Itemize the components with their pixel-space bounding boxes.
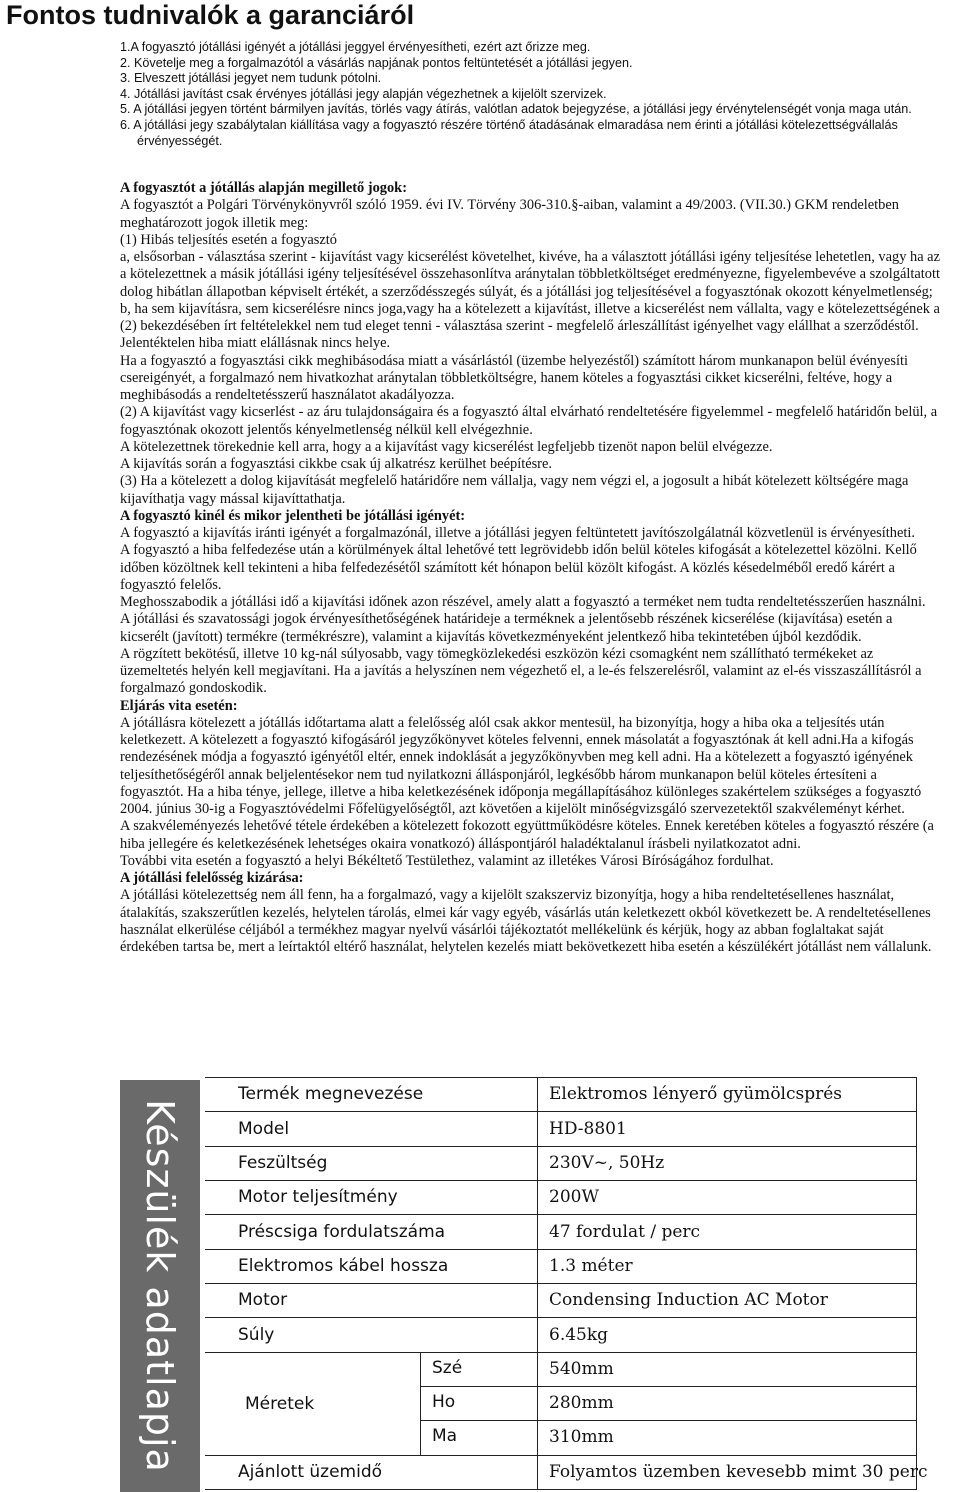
- spec-label: Méretek: [245, 1394, 315, 1414]
- paragraph: Ha a fogyasztó a fogyasztási cikk meghibásodása miatt a vásárlástól (üzembe helyezéstől) számított három munkanapon belül évényesíti csereigényét, a forgalmazó nem hivatkozhat aránytalan többletköltségre, hanem köteles a fogyasztási cikket kicserélni, feltéve, hogy a meghibásodás a rendeltetésszerű használatot akadályozza.: [120, 352, 909, 403]
- column-divider: [916, 1077, 917, 1490]
- section-heading: A fogyasztót a jótállás alapján megillető jogok:: [120, 180, 407, 196]
- spec-value: 6.45kg: [549, 1325, 609, 1345]
- dimension-label: Ma: [432, 1426, 458, 1446]
- row-divider: [205, 1180, 916, 1181]
- paragraph: (2) A kijavítást vagy kicserlést - az áru tulajdonságaira és a fogyasztó által elvárható rendeltetésére figyelemmel - megfelelő határidőn belül, a fogyasztónak okozott jelentős kényelmetlenség nélkül kell elvégezhnie.: [120, 404, 938, 438]
- spec-label: Ajánlott üzemidő: [238, 1462, 383, 1482]
- list-item: 4. Jótállási javítást csak érvényes jótállási jegy alapján végezhetnek a kijelölt szervizek.: [120, 86, 607, 101]
- row-divider: [205, 1455, 916, 1456]
- paragraph: A szakvéleményezés lehetővé tétele érdekében a kötelezett fokozott együttműködésre köteles. Ennek keretében köteles a fogyasztó részére (a hiba jellegére és keletkezésének lehetséges okaira vonatkozó) álláspontjáról haladéktalanul írásbeli nyilatkozatot adni.: [120, 818, 934, 852]
- spec-label: Súly: [238, 1325, 275, 1345]
- dimension-label: Ho: [432, 1392, 456, 1412]
- spec-label: Model: [238, 1119, 290, 1139]
- paragraph: A kijavítás során a fogyasztási cikkbe csak új alkatrész kerülhet beépítésre.: [120, 456, 552, 472]
- paragraph: A rögzített bekötésű, illetve 10 kg-nál súlyosabb, vagy tömegközlekedési eszközön kézi csomagként nem szállítható termékeket az üzemeltetés helyén kell megjavítani. Ha a javítás a helyszínen nem végezhető el, a le-és felszerelésről, valamint az el-és visszaszállításról a forgalmazó gondoskodik.: [120, 645, 922, 697]
- paragraph: További vita esetén a fogyasztó a helyi Békéltető Testülethez, valamint az illetékes Városi Bíróságához fordulhat.: [120, 852, 774, 869]
- spec-value: 200W: [549, 1187, 599, 1207]
- spec-value: Condensing Induction AC Motor: [549, 1290, 828, 1310]
- page-title: Fontos tudnivalók a garanciáról: [6, 0, 415, 30]
- spec-label: Elektromos kábel hossza: [238, 1256, 449, 1276]
- row-divider: [205, 1077, 916, 1078]
- spec-label: Feszültség: [238, 1153, 328, 1173]
- paragraph: A kötelezettnek törekednie kell arra, hogy a a kijavítást vagy kicserélést legfeljebb tizenöt napon belül elvégezze.: [120, 438, 773, 455]
- paragraph: A fogyasztót a Polgári Törvénykönyvről szóló 1959. évi IV. Törvény 306-310.§-aiban, valamint a 49/2003. (VII.30.) GKM rendeletben meghatározott jogok illetik meg:: [120, 197, 899, 231]
- list-item: 3. Elveszett jótállási jegyet nem tudunk pótolni.: [120, 71, 382, 86]
- row-divider: [421, 1386, 916, 1387]
- section-heading: A jótállási felelősség kizárása:: [120, 870, 304, 886]
- paragraph: A fogyasztó a kijavítás iránti igényét a forgalmazónál, illetve a jótállási jegyen feltüntetett javítószolgálatnál közvetlenül is érvényesítheti.: [120, 525, 915, 541]
- paragraph: A fogyasztó a hiba felfedezése után a körülmények által lehetővé tett legrövidebb időn belül köteles kifogását a kötelezettel közölni. Kellő időben közöltnek kell tekinteni a hiba felfedezésétől számított két hónapon belül közölt kifogást. A közlés késedelméből eredő kárért a fogyasztó felelős.: [120, 542, 917, 593]
- paragraph: (1) Hibás teljesítés esetén a fogyasztó: [120, 231, 337, 248]
- spec-value: HD-8801: [549, 1119, 627, 1139]
- dimension-value: 310mm: [549, 1427, 614, 1447]
- warranty-body-text: [120, 180, 940, 956]
- row-divider: [205, 1146, 916, 1147]
- spec-value: Elektromos lényerő gyümölcsprés: [549, 1084, 843, 1104]
- dimension-value: 280mm: [549, 1393, 614, 1413]
- spec-value: 1.3 méter: [549, 1256, 633, 1276]
- row-divider: [205, 1489, 916, 1490]
- paragraph: A jótállási kötelezettség nem áll fenn, ha a forgalmazó, vagy a kijelölt szakszerviz bizonyítja, hogy a hiba rendeltetésellenes használat, átalakítás, szakszerűtlen kezelés, helytelen tárolás, elmei kár vagy egyéb, vásárlás után keletkezett okból következett be. A rendeltetésellenes használat elkerülése céljából a termékhez magyar nyelvű vásárlói tájékoztatót mellékelünk és kérjük, hogy az abban foglaltakat saját érdekében tartsa be, mert a leírtaktól eltérő használat, helytelen kezelés miatt bekövetkezett hiba esetén a készülékért jótállást nem vállalunk.: [120, 887, 932, 955]
- paragraph: a, elsősorban - választása szerint - kijavítást vagy kicserélést követelhet, kivéve, ha a választott jótállási igény teljesítése lehetetlen, vagy ha az a kötelezettnek a másik jótállási igény teljesítésével összehasonlítva aránytalan többletköltséget eredményezne, figyelembevéve a szolgáltatott dolog hibátlan állapotban képviselt értékét, a szerződésszegés súlyát, és a jótállási jog teljesítésével a fogyasztónak okozott kényelmetlenség;: [120, 249, 940, 300]
- spec-sidebar: [120, 1080, 200, 1492]
- paragraph: A jótállási és szavatossági jogok érvényesíthetőségének határideje a terméknek a jelentősebb részének kicserélése (kijavítása) esetén a kicserélt (javított) termékre (termékrészre), valamint a kijavítás következményeként jelentkező hiba tekintetében újból kezdődik.: [120, 611, 893, 645]
- spec-value: 47 fordulat / perc: [549, 1222, 701, 1242]
- spec-label: Préscsiga fordulatszáma: [238, 1222, 446, 1242]
- dimension-value: 540mm: [549, 1359, 614, 1379]
- row-divider: [421, 1420, 916, 1421]
- spec-label: Motor: [238, 1290, 288, 1310]
- spec-value: 230V~, 50Hz: [549, 1153, 665, 1173]
- paragraph: A jótállásra kötelezett a jótállás időtartama alatt a felelősség alól csak akkor mentesül, ha bizonyítja, hogy a hiba oka a teljesítés után keletkezett. A kötelezett a fogyasztó kifogásáról jegyzőkönyvet köteles felvenni, ennek másolatát a fogyasztónak át kell adni.Ha a kifogás rendezésének módja a fogyasztó igényétől eltér, ennek indoklását a jegyzőkönyvben meg kell adni. Ha a kötelezett a fogyasztó igényének teljesíthetőségéről annak beljelentésekor nem tud nyilatkozni állásponjáról, legkésőbb három munkanapon belül köteles értesíteni a fogyasztót. Ha a hiba ténye, jellege, illetve a hiba keletkezésének időponja megállapításához különleges szakértelem szükséges a fogyasztó 2004. június 30-ig a Fogyasztóvédelmi Főfelügyelőségtől, azt követően a kijelölt minőségvizsgáló szervezetektől szakvéleményt kérhet.: [120, 714, 922, 817]
- spec-label: Termék megnevezése: [238, 1084, 424, 1104]
- row-divider: [205, 1249, 916, 1250]
- paragraph: Meghosszabodik a jótállási idő a kijavítási időnek azon részével, amely alatt a fogyasztó a terméket nem tudta rendeltetésszerűen használni.: [120, 594, 926, 610]
- section-heading: A fogyasztó kinél és mikor jelentheti be jótállási igényét:: [120, 507, 466, 524]
- row-divider: [205, 1317, 916, 1318]
- list-item: 5. A jótállási jegyen történt bármilyen javítás, törlés vagy átírás, valótlan adatok bejegyzése, a jótállási jegy érvénytelenségét vonja maga után.: [120, 102, 912, 117]
- dimension-label: Szé: [432, 1358, 463, 1378]
- spec-side-title: Készülék adatlapja: [138, 1099, 182, 1473]
- paragraph: b, ha sem kijavításra, sem kicserélésre nincs joga,vagy ha a kötelezett a kijavítást, illetve a kicserélést nem vállalta, vagy e kötelezettségének a (2) bekezdésében írt feltételekkel nem tud eleget tenni - választása szerint - megfelelő árleszállítást igényelhet vagy elállhat a szerződéstől. Jelentéktelen hiba miatt elállásnak nincs helye.: [120, 300, 940, 352]
- spec-label: Motor teljesítmény: [238, 1187, 398, 1207]
- section-heading: Eljárás vita esetén:: [120, 697, 238, 714]
- list-item: 6. A jótállási jegy szabálytalan kiállítása vagy a fogyasztó részére történő átadásának elmaradása nem érinti a jótállási kötelezettségvállalás érvényességét.: [120, 117, 898, 148]
- row-divider: [205, 1352, 916, 1353]
- row-divider: [205, 1214, 916, 1215]
- list-item: 2. Követelje meg a forgalmazótól a vásárlás napjának pontos feltüntetését a jótállási jegyen.: [120, 55, 633, 70]
- paragraph: (3) Ha a kötelezett a dolog kijavítását megfelelő határidőre nem vállalja, vagy nem végzi el, a jogosult a hibát kötelezett költségére maga kijavíthatja vagy mással kijavíttathatja.: [120, 473, 909, 507]
- row-divider: [205, 1283, 916, 1284]
- row-divider: [205, 1111, 916, 1112]
- list-item: 1.A fogyasztó jótállási igényét a jótállási jeggyel érvényesítheti, ezért azt őrizze meg.: [120, 40, 591, 54]
- spec-value: Folyamtos üzemben kevesebb mimt 30 perc: [549, 1462, 928, 1482]
- column-divider: [420, 1352, 421, 1455]
- guarantee-list: [120, 40, 932, 149]
